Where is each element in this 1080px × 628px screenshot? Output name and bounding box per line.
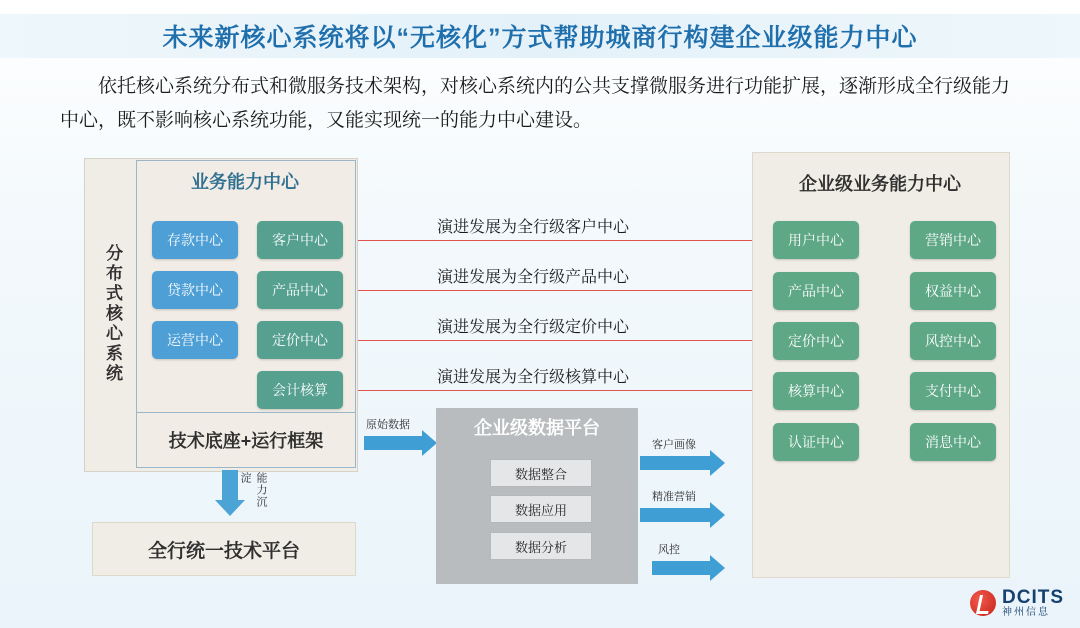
evolution-label-pricing: 演进发展为全行级定价中心: [437, 319, 630, 336]
precision-marketing-arrow: [640, 502, 725, 528]
core-module-label: 会计核算: [272, 382, 328, 398]
capability-precipitation-arrow: [215, 470, 267, 516]
logo-text: [1002, 588, 1064, 618]
core-module-product[interactable]: [257, 271, 343, 309]
company-logo: [970, 588, 1064, 618]
enterprise-capability-frame: [752, 152, 1010, 578]
core-module-label: 存款中心: [167, 232, 223, 248]
business-capability-title: 业务能力中心: [191, 172, 299, 192]
data-platform-item-label: 数据应用: [514, 502, 567, 518]
tech-base-label: 技术底座+运行框架: [168, 431, 324, 451]
core-module-label: 客户中心: [272, 232, 328, 248]
enterprise-center-accounting[interactable]: [773, 372, 859, 410]
precision-marketing-arrow-label: 精准营销: [652, 491, 696, 503]
data-platform-item-application[interactable]: [490, 495, 592, 523]
unified-tech-platform-label: 全行统一技术平台: [147, 540, 300, 562]
enterprise-center-label: 核算中心: [788, 383, 844, 399]
core-module-label: 产品中心: [272, 282, 328, 298]
unified-tech-platform-block: [92, 522, 356, 576]
core-module-loan[interactable]: [152, 271, 238, 309]
distributed-core-label: 分布式核心系统: [103, 244, 122, 384]
data-platform-title: 企业级数据平台: [474, 418, 600, 438]
enterprise-center-label: 定价中心: [788, 333, 844, 349]
evolution-arrow-line-3: [358, 340, 760, 341]
logo-text-cn: 神州信息: [1002, 606, 1050, 618]
enterprise-center-label: 支付中心: [925, 383, 981, 399]
enterprise-center-marketing[interactable]: [910, 221, 996, 259]
enterprise-center-label: 权益中心: [925, 283, 981, 299]
evolution-label-accounting: 演进发展为全行级核算中心: [437, 369, 630, 386]
customer-profile-arrow-label: 客户画像: [652, 439, 696, 451]
slide-title-band: [0, 14, 1080, 58]
evolution-label-customer: 演进发展为全行级客户中心: [437, 219, 630, 236]
enterprise-center-label: 产品中心: [788, 283, 844, 299]
data-platform-item-integration[interactable]: [490, 459, 592, 487]
enterprise-center-user[interactable]: [773, 221, 859, 259]
core-module-label: 运营中心: [167, 332, 223, 348]
enterprise-center-product[interactable]: [773, 272, 859, 310]
core-module-accounting[interactable]: [257, 371, 343, 409]
core-module-label: 贷款中心: [167, 282, 223, 298]
evolution-label-product: 演进发展为全行级产品中心: [437, 269, 630, 286]
enterprise-center-authentication[interactable]: [773, 423, 859, 461]
customer-profile-arrow: [640, 450, 725, 476]
raw-data-arrow: [364, 430, 437, 456]
core-module-pricing[interactable]: [257, 321, 343, 359]
core-module-customer[interactable]: [257, 221, 343, 259]
enterprise-center-label: 风控中心: [925, 333, 981, 349]
evolution-arrow-line-2: [358, 290, 760, 291]
core-module-label: 定价中心: [272, 332, 328, 348]
risk-control-arrow-label: 风控: [658, 544, 680, 556]
logo-text-en: DCITS: [1002, 586, 1064, 608]
page-title: 未来新核心系统将以“无核化”方式帮助城商行构建企业级能力中心: [162, 24, 918, 52]
tech-base-block: [136, 412, 356, 468]
enterprise-center-rights[interactable]: [910, 272, 996, 310]
evolution-arrow-line-1: [358, 240, 760, 241]
data-platform-item-label: 数据整合: [514, 466, 567, 482]
enterprise-center-payment[interactable]: [910, 372, 996, 410]
enterprise-center-message[interactable]: [910, 423, 996, 461]
evolution-arrow-line-4: [358, 390, 760, 391]
logo-mark-icon: [970, 590, 996, 616]
data-platform-item-analysis[interactable]: [490, 532, 592, 560]
enterprise-center-pricing[interactable]: [773, 322, 859, 360]
slide-description: 依托核心系统分布式和微服务技术架构，对核心系统内的公共支撑微服务进行功能扩展，逐渐形成全行级能力中心，既不影响核心系统功能，又能实现统一的能力中心建设。: [60, 76, 1011, 131]
capability-precipitation-label: 能力沉淀: [239, 472, 267, 508]
risk-control-arrow: [652, 555, 725, 581]
core-module-deposit[interactable]: [152, 221, 238, 259]
enterprise-capability-title: 企业级业务能力中心: [799, 174, 961, 194]
core-module-operation[interactable]: [152, 321, 238, 359]
data-platform-item-label: 数据分析: [514, 539, 567, 555]
enterprise-center-label: 认证中心: [788, 434, 844, 450]
enterprise-center-label: 消息中心: [925, 434, 981, 450]
raw-data-arrow-label: 原始数据: [366, 419, 410, 431]
enterprise-center-riskcontrol[interactable]: [910, 322, 996, 360]
enterprise-center-label: 用户中心: [788, 232, 844, 248]
enterprise-center-label: 营销中心: [925, 232, 981, 248]
